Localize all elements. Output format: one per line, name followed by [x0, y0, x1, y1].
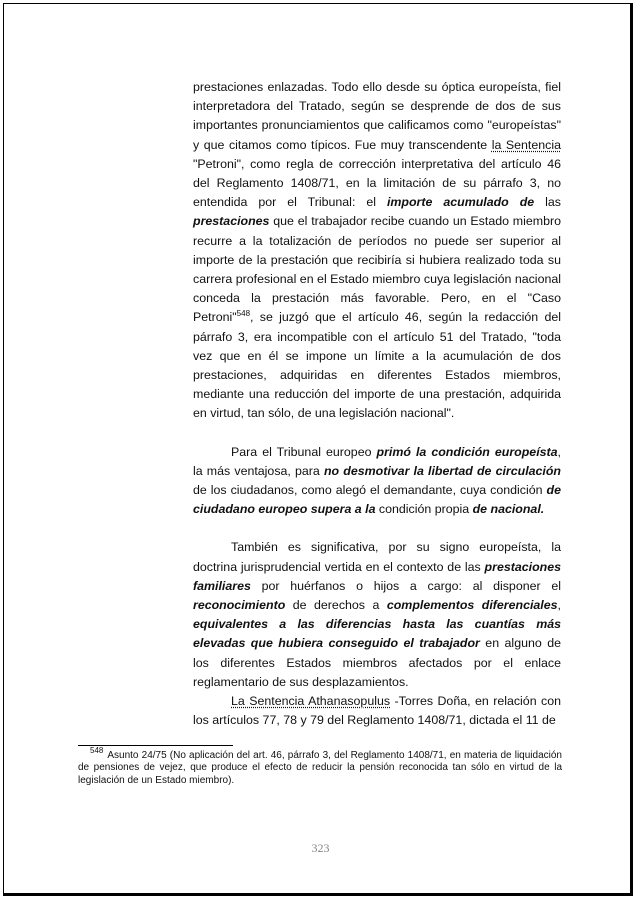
text-run: condición propia [375, 502, 473, 517]
underlined-text: la Sentencia [491, 137, 561, 152]
emphasis-text: primó la condición europeísta [376, 444, 558, 459]
text-run: de los ciudadanos, como alegó el demandante, cuya condición [193, 483, 547, 498]
emphasis-text: equivalentes a las diferencias hasta las cuantías más elevadas que hubiera conseguido el trabajador [193, 617, 561, 651]
text-run: las [534, 195, 561, 210]
emphasis-text: prestaciones familiares [193, 559, 561, 593]
paragraph-2 [193, 443, 561, 520]
text-run: También es significativa, por su signo europeísta, la doctrina jurisprudencial vertida en el contexto de las [193, 540, 561, 574]
underlined-text: La Sentencia Athanasopulus [231, 694, 391, 709]
emphasis-text: complementos diferenciales [386, 598, 558, 613]
text-run: en alguno de los diferentes Estados miembros afectados por el enlace reglamentario de sus desplazamientos. [193, 636, 561, 689]
text-run: -Torres Doña, en relación con los artículos 77, 78 y 79 del Reglamento 1408/71, dictada el 11 de [193, 694, 561, 728]
footnote-reference: 548 [236, 309, 251, 319]
emphasis-text: de ciudadano europeo supera a la [193, 483, 561, 517]
text-run: , la más ventajosa, para [193, 444, 561, 478]
text-run: por huérfanos o hijos a cargo: al disponer el [250, 578, 561, 593]
paragraph-1 [193, 78, 561, 424]
emphasis-text: no desmotivar la libertad de circulación [323, 463, 561, 478]
body-text [193, 78, 561, 731]
text-run: prestaciones enlazadas. Todo ello desde su óptica europeísta, fiel interpretadora del Tratado, según se desprende de dos de sus importantes pronunciamientos que calificamos como "europeístas" y que citamos como típicos. Fue muy transcendente [193, 80, 561, 152]
footnote [78, 746, 562, 787]
paragraph-4 [193, 692, 561, 730]
page-number: 323 [311, 841, 330, 855]
emphasis-text: reconocimiento [193, 598, 286, 613]
emphasis-text: de nacional. [472, 502, 545, 517]
paragraph-3 [193, 538, 561, 692]
footnote-text: Asunto 24/75 (No aplicación del art. 46, párrafo 3, del Reglamento 1408/71, en materia de liquidación de pensiones de vejez, que produce el efecto de reducir la pensión reconocida tan sólo en virtud de la legislación de un Estado miembro). [78, 750, 562, 786]
footnote-number: 548 [90, 746, 104, 755]
text-run: , [557, 598, 561, 613]
emphasis-text: importe acumulado de [386, 195, 535, 210]
text-run: "Petroni", como regla de corrección interpretativa del artículo 46 del Reglamento 1408/71, en la limitación de su párrafo 3, no entendida por el Tribunal: el [193, 156, 561, 210]
text-run: de derechos a [285, 598, 387, 613]
text-run: que el trabajador recibe cuando un Estado miembro recurre a la totalización de períodos no puede ser superior al importe de la prestación que recibiría si hubiera realizado toda su carrera profesional en el Estado miembro cuya legislación nacional conceda la prestación más favorable. Pero, en el "Caso Petroni" [193, 214, 561, 325]
text-run: Para el Tribunal europeo [231, 444, 377, 459]
text-run: , se juzgó que el artículo 46, según la redacción del párrafo 3, era incompatible con el artículo 51 del Tratado, "toda vez que en él se impone un límite a la acumulación de dos prestaciones, adquiridas en diferentes Estados miembros, mediante una reducción del importe de una prestación, adquirida en virtud, tan sólo, de una legislación nacional". [193, 310, 561, 421]
emphasis-text: prestaciones [193, 214, 270, 229]
